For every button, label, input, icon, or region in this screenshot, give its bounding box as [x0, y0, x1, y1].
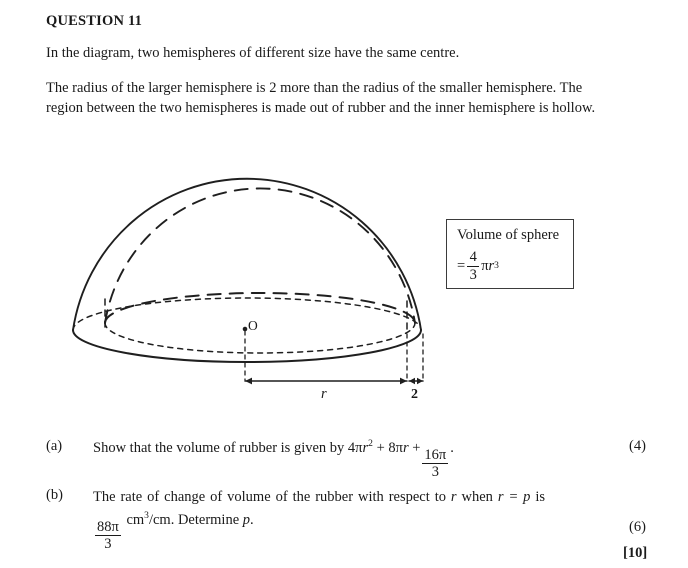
body-paragraph: The radius of the larger hemisphere is 2 more than the radius of the smaller hemisphere. The region between the two hemispheres is made out of rubber and the inner hemisphere is hollow.: [46, 80, 596, 116]
part-a-fraction-numerator: 16π: [424, 446, 447, 463]
part-b-units-exponent: 3: [144, 510, 149, 522]
part-a-var-1: r: [362, 440, 369, 456]
inner-dome-arc: [105, 188, 415, 323]
part-b-letter: (b): [46, 487, 63, 503]
thickness-arrow-left: [409, 378, 415, 384]
part-a-exponent-1: 2: [368, 438, 373, 450]
part-b-when-word: when: [461, 489, 493, 505]
hemispheres-diagram: [58, 138, 440, 423]
formula-variable: r: [488, 257, 495, 274]
part-b-marks: (6): [629, 519, 646, 535]
part-b-units-per-cm: /cm. Determine: [148, 512, 240, 528]
outer-base-back-ellipse: [73, 298, 421, 330]
part-b-fraction-denominator: 3: [104, 536, 112, 553]
inner-base-front-ellipse: [105, 323, 415, 353]
part-b-fraction: [95, 520, 121, 553]
part-a-marks: (4): [629, 438, 646, 454]
formula-box-title: Volume of sphere: [457, 227, 560, 243]
thickness-arrow-right: [417, 378, 423, 384]
part-a-letter: (a): [46, 438, 63, 454]
part-b-unknown: p: [242, 512, 251, 528]
part-b-units: [126, 512, 239, 528]
part-a-pi-1: π: [355, 440, 363, 456]
centre-label: O: [248, 318, 258, 333]
part-b-statement: The rate of change of volume of the rubber with respect to: [93, 489, 446, 505]
part-b-text-line-2: [93, 512, 545, 552]
thickness-label: 2: [411, 387, 418, 402]
outer-base-front-ellipse: [73, 330, 421, 362]
formula-numerator: 4: [469, 249, 477, 265]
part-a-plus-2: +: [412, 440, 421, 456]
part-b-is-word: is: [535, 489, 546, 505]
hemispheres-svg: [58, 138, 440, 423]
radius-label: r: [321, 386, 327, 402]
intro-paragraph: In the diagram, two hemispheres of different size have the same centre.: [46, 45, 460, 61]
page-title: QUESTION 11: [46, 13, 143, 29]
radius-arrow-left: [245, 378, 252, 385]
formula-pi-symbol: π: [481, 257, 489, 274]
part-a-plus-1: + 8: [376, 440, 396, 456]
part-a-fraction: [422, 448, 448, 481]
part-a-fraction-denominator: 3: [431, 464, 439, 481]
part-b-units-cm: cm: [126, 512, 145, 528]
formula-fraction: [467, 250, 479, 283]
radius-arrow-right: [400, 378, 407, 385]
part-b-fraction-numerator: 88π: [97, 518, 119, 535]
part-b-text-line-1: [93, 487, 545, 508]
part-a-text: [93, 438, 533, 480]
part-b-period: .: [250, 512, 254, 528]
total-marks: [10]: [623, 545, 648, 561]
formula-box: [446, 219, 574, 289]
part-b-condition: r = p: [497, 489, 531, 505]
formula-denominator: 3: [469, 266, 477, 283]
part-a-pi-2: π: [395, 440, 403, 456]
part-b-variable-r: r: [450, 489, 457, 505]
part-a-statement: Show that the volume of rubber is given by 4: [93, 440, 356, 456]
part-a-var-2: r: [402, 440, 409, 456]
part-a-period: .: [450, 440, 454, 456]
formula-equals-sign: =: [457, 257, 466, 274]
formula-box-expression: = $\frac{4}{3}$ π r 3: [457, 249, 499, 283]
